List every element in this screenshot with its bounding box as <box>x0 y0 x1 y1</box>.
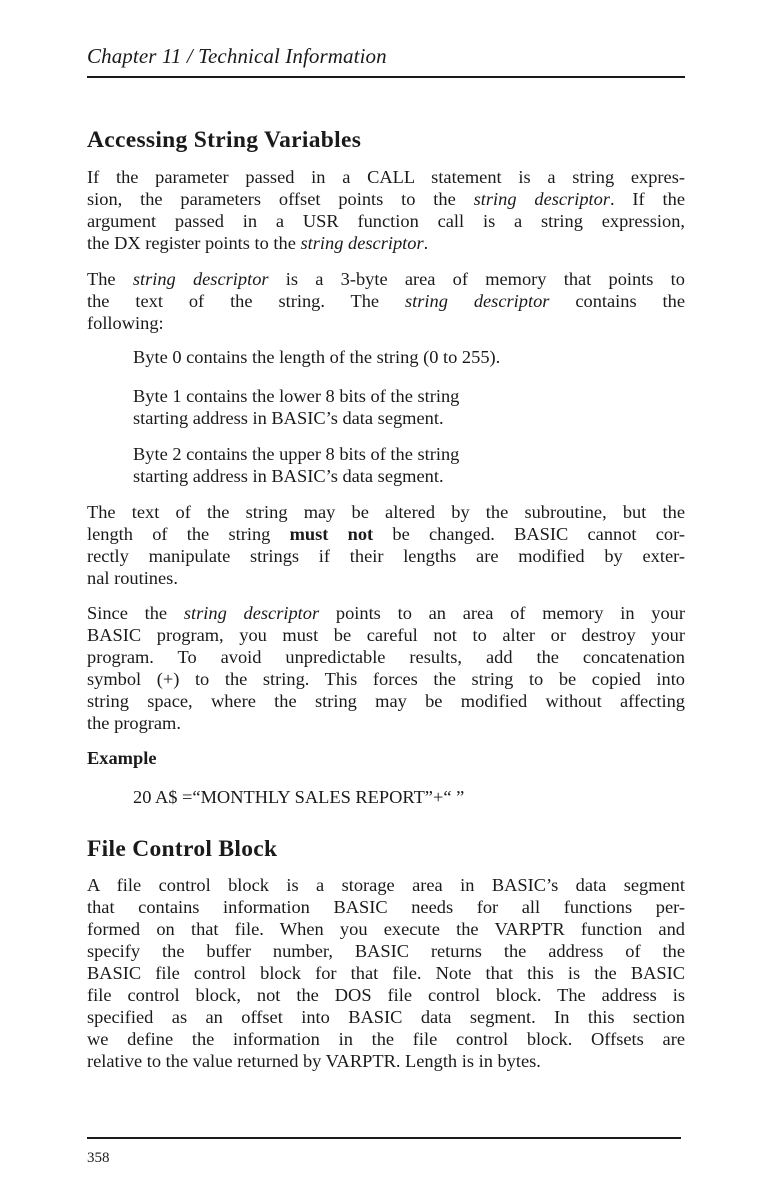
section-title-accessing-string-variables: Accessing String Variables <box>87 127 362 153</box>
text-line: following: <box>87 313 164 333</box>
paragraph-string-length <box>87 501 685 589</box>
section-title-file-control-block: File Control Block <box>87 836 278 862</box>
footer-rule <box>87 1137 681 1139</box>
text-line: program. To avoid unpredictable results, add the concatenation <box>87 647 685 667</box>
text-line: relative to the value returned by VARPTR. Length is in bytes. <box>87 1051 541 1071</box>
text-line: the program. <box>87 713 181 733</box>
example-code: 20 A$ =“MONTHLY SALES REPORT”+“ ” <box>133 787 465 807</box>
text-line: specify the buffer number, BASIC returns the address of the <box>87 941 685 961</box>
paragraph-concatenation <box>87 602 685 734</box>
text-line: symbol (+) to the string. This forces the string to be copied into <box>87 669 685 689</box>
paragraph-call-parameter <box>87 166 685 254</box>
text-line: nal routines. <box>87 568 178 588</box>
text-line: formed on that file. When you execute the VARPTR function and <box>87 919 685 939</box>
byte1-description: Byte 1 contains the lower 8 bits of the string starting address in BASIC’s data segment. <box>133 386 460 428</box>
text-line: BASIC program, you must be careful not to alter or destroy your <box>87 625 685 645</box>
text-line: length of the string must not be changed. BASIC cannot cor- <box>87 524 685 544</box>
text-line: that contains information BASIC needs for all functions per- <box>87 897 685 917</box>
text-line: If the parameter passed in a CALL statement is a string expres- <box>87 167 685 187</box>
page-number: 358 <box>87 1150 110 1166</box>
text-line: rectly manipulate strings if their lengths are modified by exter- <box>87 546 685 566</box>
text-line: sion, the parameters offset points to the string descriptor. If the <box>87 189 685 209</box>
text-line: we define the information in the file control block. Offsets are <box>87 1029 685 1049</box>
text-line: The text of the string may be altered by the subroutine, but the <box>87 502 685 522</box>
text-line: the text of the string. The string descriptor contains the <box>87 291 685 311</box>
text-line: argument passed in a USR function call is a string expression, <box>87 211 685 231</box>
text-line: BASIC file control block for that file. Note that this is the BASIC <box>87 963 685 983</box>
paragraph-string-descriptor <box>87 268 685 334</box>
text-line: file control block, not the DOS file control block. The address is <box>87 985 685 1005</box>
running-head: Chapter 11 / Technical Information <box>87 44 387 68</box>
text-line: string space, where the string may be modified without affecting <box>87 691 685 711</box>
paragraph-file-control-block <box>87 874 685 1072</box>
text-line: Since the string descriptor points to an area of memory in your <box>87 603 686 623</box>
text-line: The string descriptor is a 3-byte area of memory that points to <box>87 269 685 289</box>
text-line: A file control block is a storage area in BASIC’s data segment <box>87 875 685 895</box>
byte2-description: Byte 2 contains the upper 8 bits of the string starting address in BASIC’s data segment. <box>133 444 460 486</box>
example-label: Example <box>87 748 157 768</box>
text-line: the DX register points to the string descriptor. <box>87 233 429 253</box>
text-line: specified as an offset into BASIC data segment. In this section <box>87 1007 685 1027</box>
header-rule <box>87 76 685 78</box>
byte0-description: Byte 0 contains the length of the string (0 to 255). <box>133 347 501 367</box>
